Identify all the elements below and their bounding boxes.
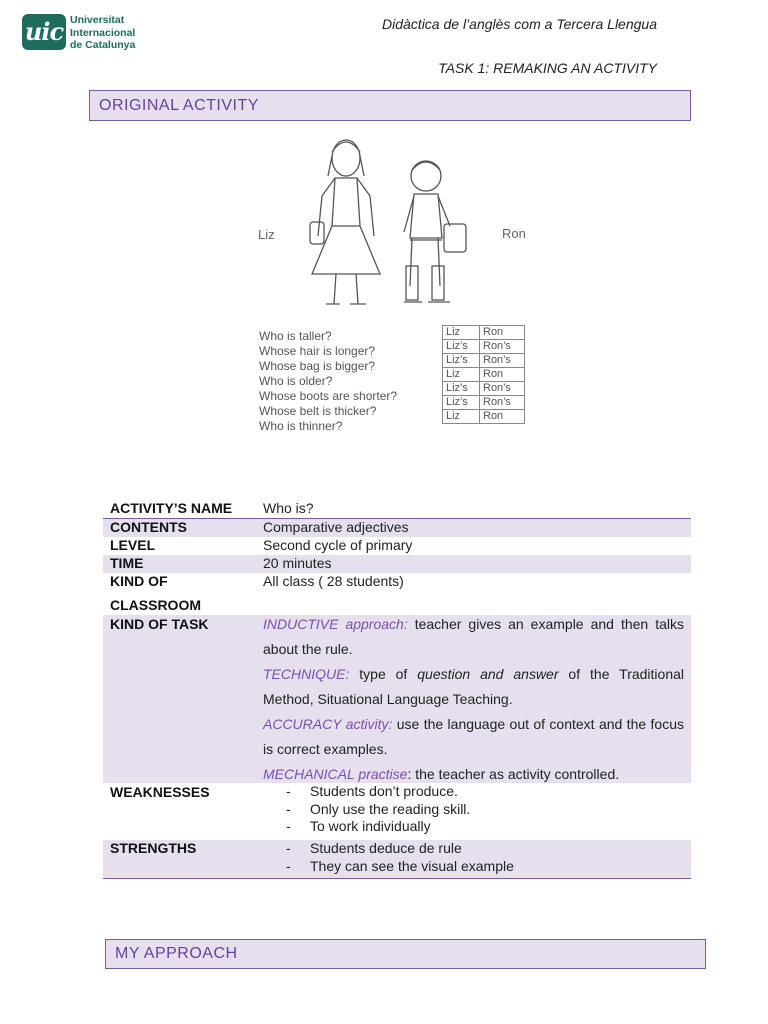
logo-mark: uic bbox=[22, 14, 66, 50]
task-paragraph-accuracy bbox=[263, 712, 684, 762]
row-contents bbox=[103, 519, 691, 537]
course-title: Didàctica de l’anglès com a Tercera Llengua bbox=[382, 16, 657, 32]
answer-cell: Ron bbox=[480, 368, 525, 382]
section-my-approach: MY APPROACH bbox=[105, 939, 706, 969]
answer-cell: Ron bbox=[480, 326, 525, 340]
contents-value: Comparative adjectives bbox=[263, 519, 409, 535]
row-weaknesses bbox=[103, 783, 691, 839]
row-time bbox=[103, 555, 691, 573]
term-inductive: INDUCTIVE approach: bbox=[263, 616, 408, 632]
kind-of-task-label: KIND OF TASK bbox=[110, 616, 209, 632]
worksheet-question: Whose hair is longer? bbox=[259, 344, 376, 358]
text-technique-italic: question and answer bbox=[417, 666, 559, 682]
classroom-label-1: KIND OF bbox=[110, 573, 168, 589]
classroom-label-2: CLASSROOM bbox=[110, 597, 201, 613]
text-technique-a: type of bbox=[349, 666, 418, 682]
level-value: Second cycle of primary bbox=[263, 537, 413, 553]
answer-cell: Ron bbox=[480, 410, 525, 424]
worksheet-answer-table bbox=[442, 325, 525, 424]
term-mechanical: MECHANICAL practise bbox=[263, 766, 408, 782]
row-classroom bbox=[103, 573, 691, 615]
level-label: LEVEL bbox=[110, 537, 156, 553]
activity-name-value: Who is? bbox=[263, 500, 314, 516]
row-level bbox=[103, 537, 691, 555]
task-title: TASK 1: REMAKING AN ACTIVITY bbox=[438, 60, 657, 76]
worksheet-question: Who is older? bbox=[259, 374, 333, 388]
strength-item: - Students deduce de rule bbox=[286, 840, 514, 858]
worksheet-question: Whose boots are shorter? bbox=[259, 389, 398, 403]
weakness-item: - Students don’t produce. bbox=[286, 783, 470, 801]
answer-cell: Ron’s bbox=[480, 340, 525, 354]
task-paragraph-technique bbox=[263, 662, 684, 712]
term-technique: TECHNIQUE: bbox=[263, 666, 350, 682]
time-label: TIME bbox=[110, 555, 144, 571]
worksheet-question: Whose bag is bigger? bbox=[259, 359, 376, 373]
worksheet-name-ron: Ron bbox=[502, 226, 526, 241]
answer-cell: Ron’s bbox=[480, 396, 525, 410]
answer-cell: Liz’s bbox=[443, 396, 480, 410]
answer-cell: Ron’s bbox=[480, 382, 525, 396]
row-kind-of-task bbox=[103, 615, 691, 783]
answer-cell: Liz’s bbox=[443, 340, 480, 354]
answer-cell: Liz’s bbox=[443, 382, 480, 396]
answer-cell: Liz bbox=[443, 368, 480, 382]
weaknesses-list bbox=[286, 783, 470, 836]
text-accuracy: use the language out of context and the focus is correct examples. bbox=[263, 716, 684, 757]
weaknesses-label: WEAKNESSES bbox=[110, 784, 210, 800]
children-illustration bbox=[240, 126, 560, 321]
section-original-activity: ORIGINAL ACTIVITY bbox=[89, 90, 691, 121]
worksheet-image bbox=[240, 126, 560, 456]
logo-line-3: de Catalunya bbox=[70, 39, 136, 51]
table-bottom-rule bbox=[103, 878, 691, 879]
worksheet-question: Whose belt is thicker? bbox=[259, 404, 377, 418]
strengths-label: STRENGTHS bbox=[110, 840, 197, 856]
contents-label: CONTENTS bbox=[110, 519, 187, 535]
text-technique-b: of the Traditional Method, Situational Language Teaching. bbox=[263, 666, 685, 707]
weakness-item: - Only use the reading skill. bbox=[286, 801, 470, 819]
logo-line-1: Universitat bbox=[70, 14, 125, 26]
row-strengths bbox=[103, 840, 691, 878]
answer-cell: Liz bbox=[443, 410, 480, 424]
answer-cell: Ron’s bbox=[480, 354, 525, 368]
classroom-value: All class ( 28 students) bbox=[263, 573, 404, 589]
worksheet-name-liz: Liz bbox=[258, 227, 275, 242]
text-mechanical: : the teacher as activity controlled. bbox=[407, 766, 620, 782]
time-value: 20 minutes bbox=[263, 555, 332, 571]
logo-line-2: Internacional bbox=[70, 26, 136, 39]
activity-name-label: ACTIVITY’S NAME bbox=[110, 500, 233, 516]
weakness-item: - To work individually bbox=[286, 818, 470, 836]
strengths-list bbox=[286, 840, 514, 875]
task-paragraph-inductive bbox=[263, 612, 684, 662]
worksheet-question: Who is taller? bbox=[259, 329, 332, 343]
worksheet-question: Who is thinner? bbox=[259, 419, 343, 433]
strength-item: - They can see the visual example bbox=[286, 858, 514, 876]
answer-cell: Liz bbox=[443, 326, 480, 340]
term-accuracy: ACCURACY activity: bbox=[263, 716, 393, 732]
row-activity-name bbox=[103, 497, 691, 518]
answer-cell: Liz’s bbox=[443, 354, 480, 368]
text-inductive: teacher gives an example and then talks about the rule. bbox=[263, 616, 684, 657]
uic-logo bbox=[22, 14, 152, 54]
logo-text bbox=[70, 14, 160, 52]
